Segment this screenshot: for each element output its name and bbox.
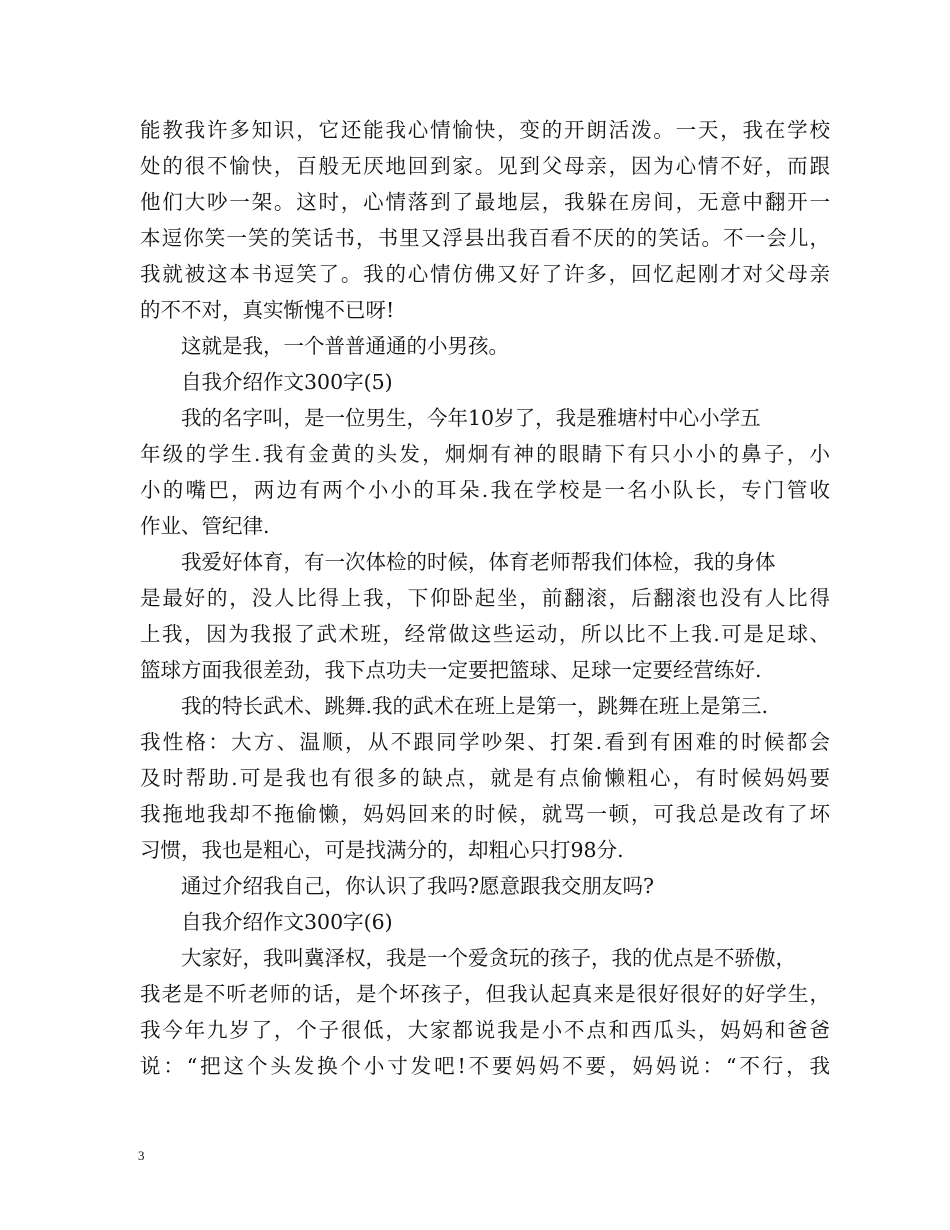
text-line: 处的很不愉快，百般无厌地回到家。见到父母亲，因为心情不好，而跟 — [140, 154, 830, 178]
text-line: 本逗你笑一笑的笑话书，书里又浮县出我百看不厌的的笑话。不一会儿， — [140, 226, 830, 250]
text-line: 我就被这本书逗笑了。我的心情仿佛又好了许多，回忆起刚才对父母亲 — [140, 262, 830, 286]
text-line: 小的嘴巴，两边有两个小小的耳朵.我在学校是一名小队长，专门管收 — [140, 478, 830, 502]
text-line: 上我，因为我报了武术班，经常做这些运动，所以比不上我.可是足球、 — [140, 622, 830, 646]
text-line: 我的名字叫，是一位男生，今年10岁了，我是雅塘村中心小学五 — [181, 406, 761, 430]
text-line: 他们大吵一架。这时，心情落到了最地层，我躲在房间，无意中翻开一 — [140, 190, 830, 214]
text-line: 是最好的，没人比得上我，下仰卧起坐，前翻滚，后翻滚也没有人比得 — [140, 586, 830, 610]
text-line: 的不不对，真实惭愧不已呀! — [140, 298, 395, 322]
section-heading: 自我介绍作文300字(6) — [181, 910, 393, 934]
page-number: 3 — [138, 1148, 145, 1163]
text-line: 能教我许多知识，它还能我心情愉快，变的开朗活泼。一天，我在学校 — [140, 118, 830, 142]
text-line: 我今年九岁了，个子很低，大家都说我是小不点和西瓜头，妈妈和爸爸 — [140, 1018, 830, 1042]
body-text — [140, 112, 830, 1084]
text-line: 我性格：大方、温顺，从不跟同学吵架、打架.看到有困难的时候都会 — [140, 730, 830, 754]
text-line: 通过介绍我自己，你认识了我吗?愿意跟我交朋友吗? — [181, 874, 654, 898]
section-heading: 自我介绍作文300字(5) — [181, 370, 393, 394]
text-line: 年级的学生.我有金黄的头发，炯炯有神的眼睛下有只小小的鼻子，小 — [140, 442, 830, 466]
text-line: 我的特长武术、跳舞.我的武术在班上是第一，跳舞在班上是第三. — [181, 694, 769, 718]
text-line: 篮球方面我很差劲，我下点功夫一定要把篮球、足球一定要经营练好. — [140, 658, 762, 682]
text-line: 说：“把这个头发换个小寸发吧!不要妈妈不要，妈妈说：“不行，我 — [140, 1054, 830, 1078]
text-line: 我老是不听老师的话，是个坏孩子，但我认起真来是很好很好的好学生， — [140, 982, 830, 1006]
text-line: 这就是我，一个普普通通的小男孩。 — [181, 334, 509, 358]
text-line: 大家好，我叫冀泽权，我是一个爱贪玩的孩子，我的优点是不骄傲， — [181, 946, 796, 970]
text-line: 习惯，我也是粗心，可是找满分的，却粗心只打98分. — [140, 838, 624, 862]
text-line: 我爱好体育，有一次体检的时候，体育老师帮我们体检，我的身体 — [181, 550, 776, 574]
text-line: 及时帮助.可是我也有很多的缺点，就是有点偷懒粗心，有时候妈妈要 — [140, 766, 830, 790]
text-line: 作业、管纪律. — [140, 514, 270, 538]
text-line: 我拖地我却不拖偷懒，妈妈回来的时候，就骂一顿，可我总是改有了坏 — [140, 802, 830, 826]
